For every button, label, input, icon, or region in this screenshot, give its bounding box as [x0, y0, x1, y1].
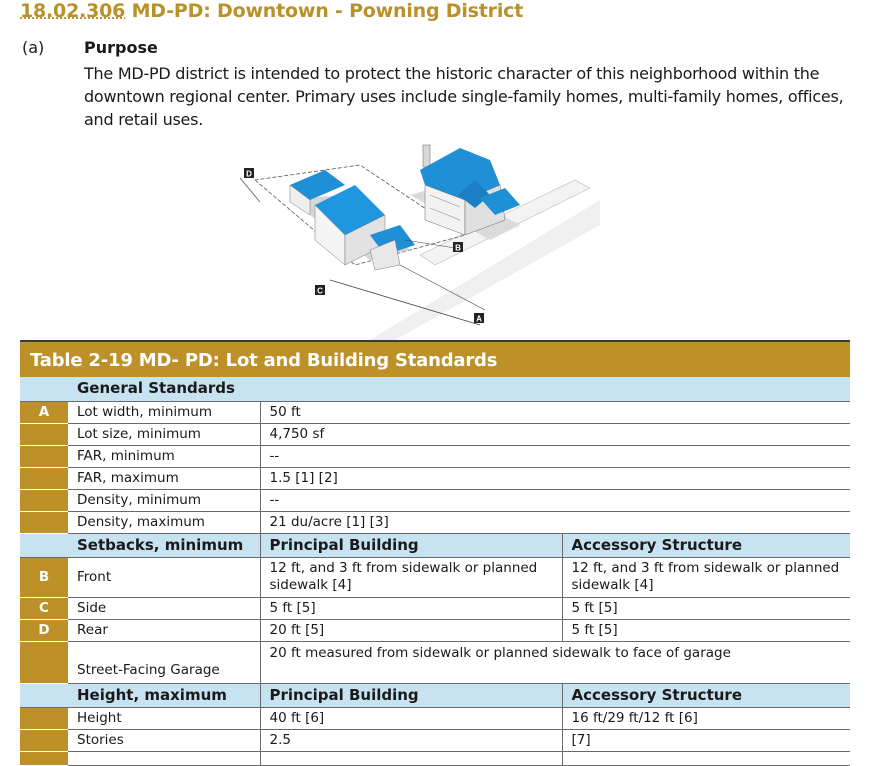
key-cell-c: C — [20, 597, 68, 619]
row-principal: 5 ft [5] — [260, 597, 562, 619]
row-principal — [260, 751, 562, 765]
row-principal: 40 ft [6] — [260, 707, 562, 729]
key-cell-a: A — [20, 401, 68, 423]
row-value: 1.5 [1] [2] — [260, 467, 850, 489]
row-accessory: 16 ft/29 ft/12 ft [6] — [562, 707, 850, 729]
setbacks-col-accessory: Accessory Structure — [562, 533, 850, 557]
row-accessory: 5 ft [5] — [562, 619, 850, 641]
setbacks-col-principal: Principal Building — [260, 533, 562, 557]
section-title: MD-PD: Downtown - Powning District — [125, 0, 524, 22]
row-principal: 12 ft, and 3 ft from sidewalk or planned sidewalk [4] — [260, 557, 562, 597]
row-label: Rear — [68, 619, 260, 641]
key-cell — [20, 445, 68, 467]
table-row — [20, 729, 850, 751]
key-cell — [20, 707, 68, 729]
row-value: 4,750 sf — [260, 423, 850, 445]
row-label: Density, maximum — [68, 511, 260, 533]
table-row — [20, 751, 850, 765]
key-cell — [20, 467, 68, 489]
row-label: FAR, minimum — [68, 445, 260, 467]
key-cell — [20, 683, 68, 707]
row-value: -- — [260, 489, 850, 511]
row-label: Stories — [68, 729, 260, 751]
key-cell — [20, 423, 68, 445]
row-label: Front — [68, 557, 260, 597]
key-cell — [20, 511, 68, 533]
table-title: Table 2-19 MD- PD: Lot and Building Standards — [20, 340, 850, 377]
key-cell-b: B — [20, 557, 68, 597]
table-row — [20, 619, 850, 641]
subsection-letter: (a) — [22, 38, 45, 57]
table-row — [20, 511, 850, 533]
general-standards-header — [20, 377, 850, 401]
table-row — [20, 401, 850, 423]
row-label: Street-Facing Garage — [68, 641, 260, 683]
row-label — [68, 751, 260, 765]
key-cell — [20, 641, 68, 683]
row-value: 20 ft measured from sidewalk or planned sidewalk to face of garage — [260, 641, 850, 683]
key-cell-d: D — [20, 619, 68, 641]
purpose-heading: Purpose — [84, 38, 158, 57]
row-accessory: [7] — [562, 729, 850, 751]
lot-diagram-illustration — [220, 140, 600, 340]
key-cell — [20, 377, 68, 401]
table-row — [20, 445, 850, 467]
key-cell — [20, 489, 68, 511]
setbacks-heading: Setbacks, minimum — [68, 533, 260, 557]
setbacks-header — [20, 533, 850, 557]
height-heading: Height, maximum — [68, 683, 260, 707]
table-row — [20, 557, 850, 597]
row-value: 21 du/acre [1] [3] — [260, 511, 850, 533]
key-cell — [20, 751, 68, 765]
row-value: -- — [260, 445, 850, 467]
page-title — [20, 0, 523, 22]
table-row — [20, 597, 850, 619]
purpose-paragraph: The MD-PD district is intended to protect the historic character of this neighborhood within the downtown regional center. Primary uses include single-family homes, multi-family homes, offices, and retail uses. — [84, 64, 844, 129]
table-row — [20, 641, 850, 683]
table-row — [20, 707, 850, 729]
row-label: Lot size, minimum — [68, 423, 260, 445]
diagram-label-c: C — [317, 286, 323, 296]
diagram-label-a: A — [476, 314, 482, 324]
row-principal: 20 ft [5] — [260, 619, 562, 641]
row-accessory: 12 ft, and 3 ft from sidewalk or planned sidewalk [4] — [562, 557, 850, 597]
table-row — [20, 489, 850, 511]
standards-table — [20, 340, 850, 766]
key-cell — [20, 533, 68, 557]
row-principal: 2.5 — [260, 729, 562, 751]
row-accessory: 5 ft [5] — [562, 597, 850, 619]
height-col-accessory: Accessory Structure — [562, 683, 850, 707]
row-accessory — [562, 751, 850, 765]
table-row — [20, 467, 850, 489]
row-label: FAR, maximum — [68, 467, 260, 489]
section-code: 18.02.306 — [20, 0, 126, 22]
row-label: Lot width, minimum — [68, 401, 260, 423]
row-value: 50 ft — [260, 401, 850, 423]
key-cell — [20, 729, 68, 751]
height-col-principal: Principal Building — [260, 683, 562, 707]
row-label: Side — [68, 597, 260, 619]
height-header — [20, 683, 850, 707]
general-heading: General Standards — [68, 377, 850, 401]
table-row — [20, 423, 850, 445]
diagram-label-b: B — [455, 243, 461, 253]
diagram-label-d: D — [246, 169, 252, 179]
row-label: Height — [68, 707, 260, 729]
row-label: Density, minimum — [68, 489, 260, 511]
